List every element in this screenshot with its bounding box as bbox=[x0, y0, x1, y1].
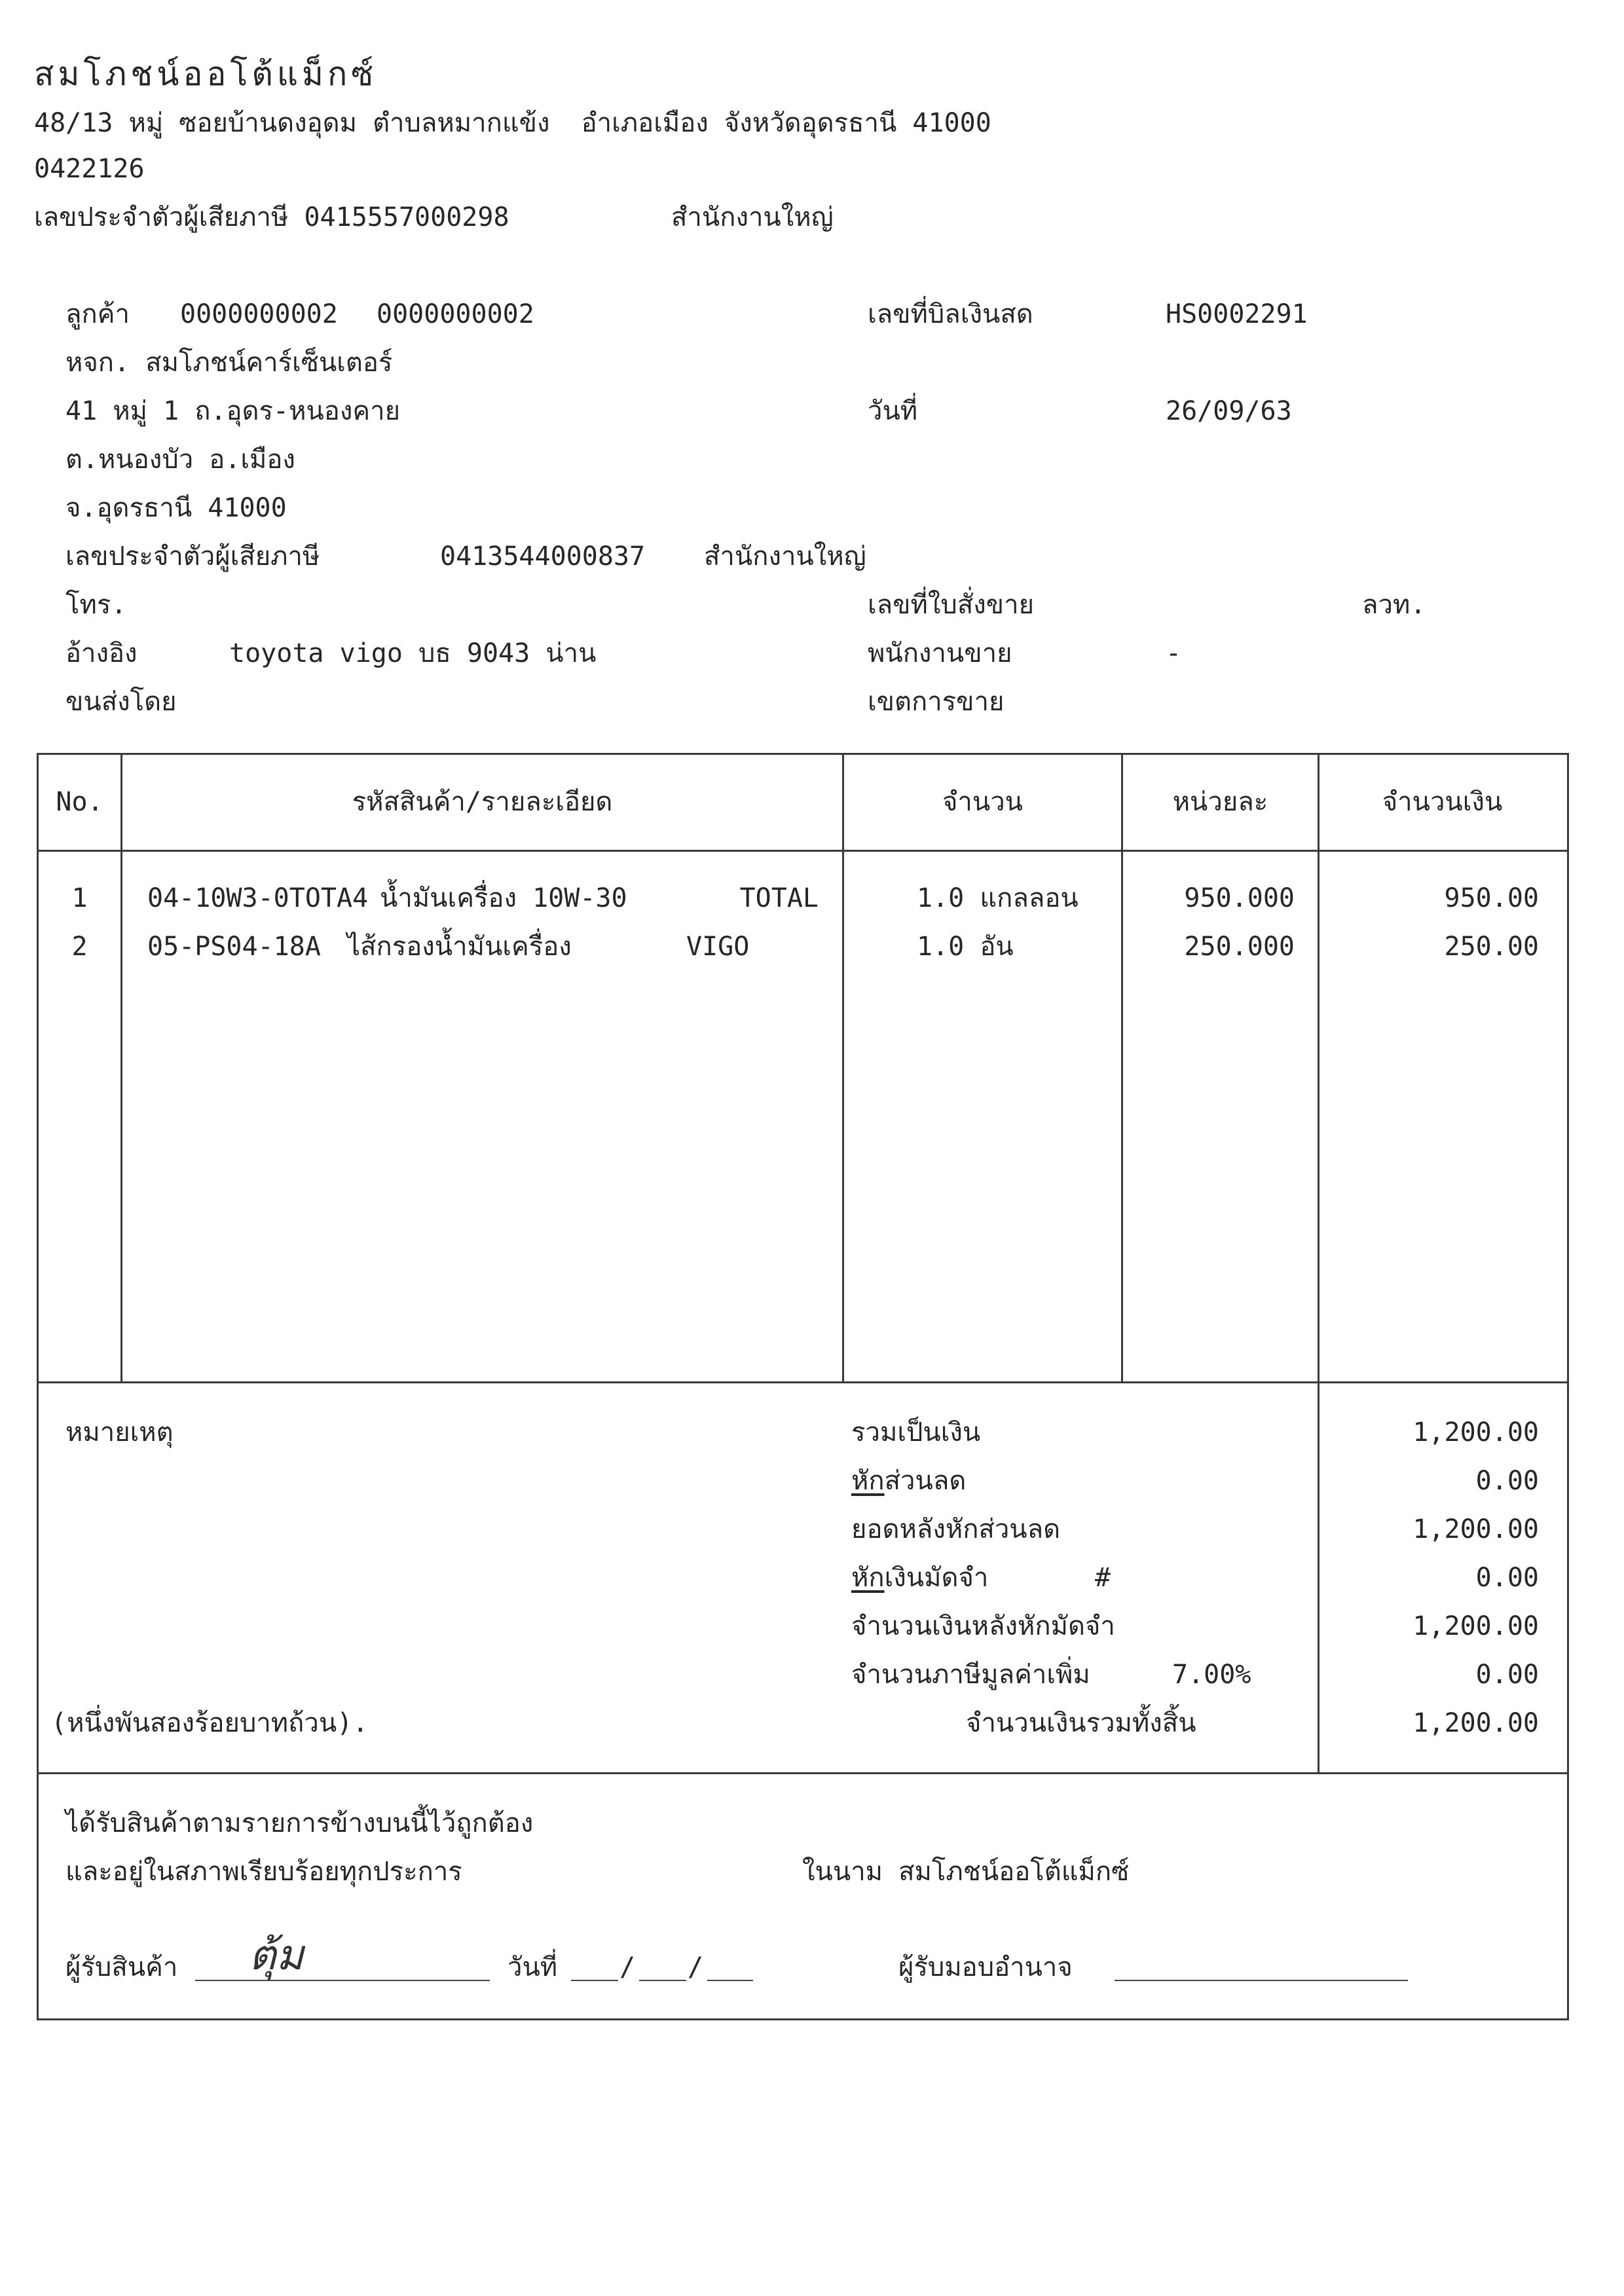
table-header-divider bbox=[37, 850, 1567, 852]
bill-no-label: เลขที่บิลเงินสด bbox=[868, 299, 1033, 329]
discount-label-text: ส่วนลด bbox=[884, 1466, 967, 1496]
reference-value: toyota vigo บธ 9043 น่าน bbox=[229, 638, 597, 668]
subtotal-value: 1,200.00 bbox=[1412, 1417, 1539, 1448]
bill-no: HS0002291 bbox=[1166, 299, 1308, 329]
customer-code-1: 0000000002 bbox=[180, 299, 338, 329]
company-branch: สำนักงานใหญ่ bbox=[671, 202, 834, 232]
customer-phone-label: โทร. bbox=[65, 590, 127, 620]
salesperson-label: พนักงานขาย bbox=[868, 638, 1012, 668]
authorized-signature-line bbox=[1115, 1980, 1408, 1981]
customer-tax-label: เลขประจำตัวผู้เสียภาษี bbox=[65, 541, 320, 572]
receiver-label: ผู้รับสินค้า bbox=[65, 1952, 178, 1982]
header-unit-price: หน่วยละ bbox=[1172, 787, 1268, 817]
table-row-tag: VIGO bbox=[686, 932, 750, 962]
customer-address-1: 41 หมู่ 1 ถ.อุดร-หนองคาย bbox=[65, 396, 401, 426]
table-row-unit-price: 950.000 bbox=[1184, 883, 1295, 913]
deposit-hash: # bbox=[1095, 1563, 1111, 1593]
date-separator: / bbox=[619, 1952, 636, 1982]
remark-label: หมายเหตุ bbox=[65, 1417, 174, 1448]
receiver-signature: ตุ้ม bbox=[249, 1931, 304, 1980]
after-discount-value: 1,200.00 bbox=[1412, 1514, 1539, 1544]
received-statement-1: ได้รับสินค้าตามรายการข้างบนนี้ไว้ถูกต้อง bbox=[65, 1808, 534, 1838]
date-day-line bbox=[571, 1980, 618, 1981]
sales-order-label: เลขที่ใบสั่งขาย bbox=[868, 590, 1035, 620]
table-row-quantity: 1.0 อัน bbox=[917, 932, 1014, 962]
customer-branch: สำนักงานใหญ่ bbox=[704, 541, 866, 572]
deposit-value: 0.00 bbox=[1475, 1563, 1539, 1593]
column-divider bbox=[120, 753, 122, 1383]
date-separator: / bbox=[688, 1952, 704, 1982]
on-behalf-of: ในนาม สมโภชน์ออโต้แม็กซ์ bbox=[802, 1857, 1130, 1887]
customer-label: ลูกค้า bbox=[65, 299, 130, 329]
deposit-label-text: เงินมัดจำ bbox=[884, 1563, 989, 1593]
table-row-amount: 250.00 bbox=[1444, 932, 1539, 962]
after-deposit-label: จำนวนเงินหลังหักมัดจำ bbox=[851, 1611, 1115, 1641]
company-phone: 0422126 bbox=[34, 154, 145, 184]
date-month-line bbox=[639, 1980, 686, 1981]
credit-label: ลวท. bbox=[1362, 590, 1426, 620]
column-divider bbox=[842, 753, 844, 1383]
grand-total-value: 1,200.00 bbox=[1412, 1708, 1539, 1738]
authorized-label: ผู้รับมอบอำนาจ bbox=[898, 1952, 1073, 1982]
table-row-unit-price: 250.000 bbox=[1184, 932, 1295, 962]
after-discount-label: ยอดหลังหักส่วนลด bbox=[851, 1514, 1061, 1544]
company-name: สมโภชน์ออโต้แม็กซ์ bbox=[34, 55, 378, 93]
receive-date-label: วันที่ bbox=[507, 1952, 558, 1982]
table-row-quantity: 1.0 แกลลอน bbox=[917, 883, 1079, 913]
customer-address-2: ต.หนองบัว อ.เมือง bbox=[65, 445, 295, 475]
subtotal-label: รวมเป็นเงิน bbox=[851, 1417, 981, 1448]
table-row-code: 05-PS04-18A bbox=[147, 932, 321, 962]
customer-address-3: จ.อุดรธานี 41000 bbox=[65, 493, 287, 523]
vat-value: 0.00 bbox=[1475, 1660, 1539, 1690]
after-deposit-value: 1,200.00 bbox=[1412, 1611, 1539, 1641]
table-row-code: 04-10W3-0TOTA4 bbox=[147, 883, 369, 913]
customer-tax-id: 0413544000837 bbox=[440, 541, 646, 572]
company-tax-id: เลขประจำตัวผู้เสียภาษี 0415557000298 bbox=[34, 202, 509, 232]
invoice-date-label: วันที่ bbox=[868, 396, 918, 426]
invoice-date: 26/09/63 bbox=[1166, 396, 1292, 426]
vat-label: จำนวนภาษีมูลค่าเพิ่ม bbox=[851, 1660, 1090, 1690]
table-row-description: ไส้กรองน้ำมันเครื่อง bbox=[347, 932, 572, 962]
sales-area-label: เขตการขาย bbox=[868, 687, 1005, 717]
table-row-amount: 950.00 bbox=[1444, 883, 1539, 913]
discount-prefix: หัก bbox=[851, 1466, 885, 1496]
salesperson-value: - bbox=[1166, 638, 1182, 668]
customer-name: หจก. สมโภชน์คาร์เซ็นเตอร์ bbox=[65, 348, 393, 378]
discount-value: 0.00 bbox=[1475, 1466, 1539, 1496]
date-year-line bbox=[707, 1980, 753, 1981]
table-row-no: 1 bbox=[71, 883, 88, 913]
discount-label bbox=[851, 1468, 966, 1494]
table-row-description: น้ำมันเครื่อง 10W-30 bbox=[380, 883, 627, 913]
header-amount: จำนวนเงิน bbox=[1382, 787, 1503, 817]
amount-in-words: (หนึ่งพันสองร้อยบาทถ้วน). bbox=[51, 1708, 369, 1738]
received-statement-2: และอยู่ในสภาพเรียบร้อยทุกประการ bbox=[65, 1857, 462, 1887]
customer-code-2: 0000000002 bbox=[377, 299, 534, 329]
summary-divider bbox=[37, 1772, 1567, 1774]
deposit-label bbox=[851, 1565, 988, 1591]
shipping-label: ขนส่งโดย bbox=[65, 687, 177, 717]
table-body-divider bbox=[37, 1381, 1567, 1383]
deposit-prefix: หัก bbox=[851, 1563, 885, 1593]
grand-total-label: จำนวนเงินรวมทั้งสิ้น bbox=[966, 1708, 1196, 1738]
table-row-tag: TOTAL bbox=[739, 883, 819, 913]
header-description: รหัสสินค้า/รายละเอียด bbox=[352, 787, 613, 817]
column-divider bbox=[1121, 753, 1123, 1383]
reference-label: อ้างอิง bbox=[65, 638, 138, 668]
receiver-signature-line bbox=[195, 1980, 490, 1981]
header-quantity: จำนวน bbox=[942, 787, 1024, 817]
table-row-no: 2 bbox=[71, 932, 88, 962]
vat-rate: 7.00% bbox=[1172, 1660, 1251, 1690]
header-no: No. bbox=[56, 787, 103, 817]
company-address: 48/13 หมู่ ซอยบ้านดงอุดม ตำบลหมากแข้ง อำเภอเมือง จังหวัดอุดรธานี 41000 bbox=[34, 108, 991, 138]
